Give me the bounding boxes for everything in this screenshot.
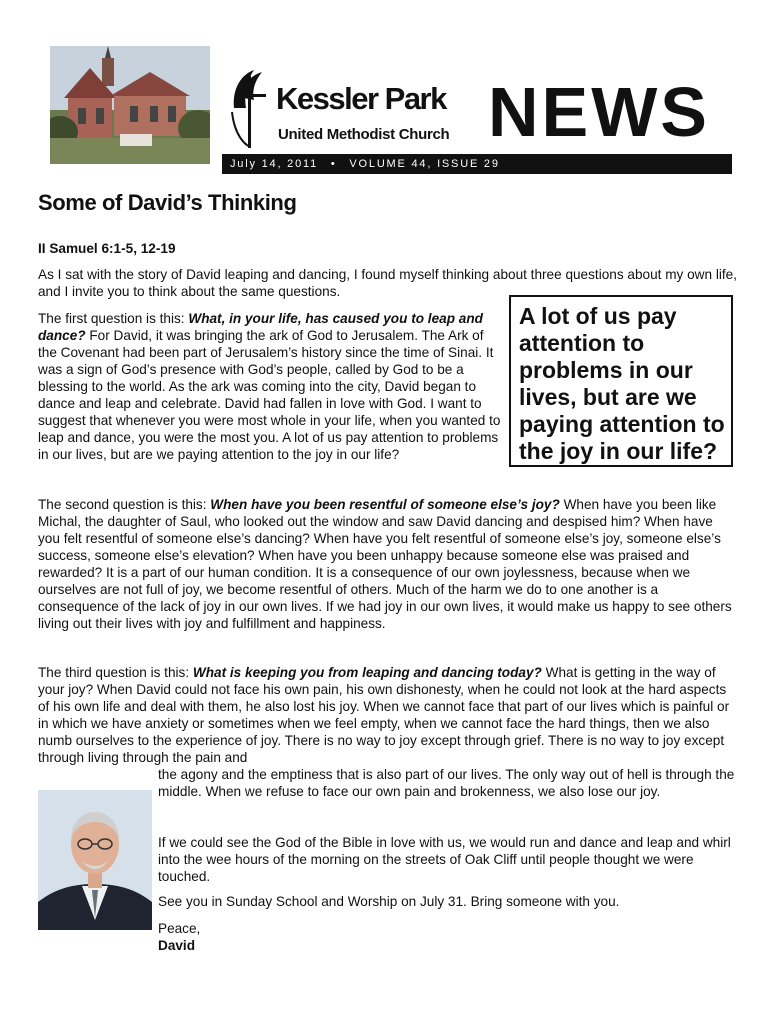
q1-body: For David, it was bringing the ark of God to Jerusalem. The Ark of the Covenant had been part of Jerusalem’s history since the time of Sinai. It was a sign of God’s presence with God’s people, called by God to be a blessing to the world. As the ark was coming into the city, David began to dance and leap and celebrate. David had fallen in love with God. I want to suggest that whenever you were most whole in your life, when you wanted to leap and dance, you were the most you. A lot of us pay attention to problems in our lives, but are we paying attention to the joy in our life? (38, 328, 501, 462)
church-photo (50, 46, 210, 164)
issue-separator: • (330, 158, 337, 170)
first-question-paragraph (38, 310, 506, 463)
closing-paragraph: If we could see the God of the Bible in love with us, we would run and dance and leap and whirl into the wee hours of the morning on the streets of Oak Cliff until people thought we were touched. (158, 835, 731, 884)
newsletter-news-title: NEWS (488, 73, 710, 151)
q1-question: What, in your life, has caused you to leap and dance? (38, 311, 483, 343)
q1-lead: The first question is this: (38, 311, 189, 326)
q3-question: What is keeping you from leaping and dancing today? (192, 665, 542, 680)
signature-name: David (158, 938, 196, 953)
q3-body-b: the agony and the emptiness that is also part of our lives. The only way out of hell is through the middle. When we refuse to face our own pain and brokenness, we also lose our joy. (158, 767, 735, 799)
second-question-paragraph (38, 496, 738, 632)
issue-date: July 14, 2011 (230, 158, 319, 170)
newsletter-church-subtitle: United Methodist Church (278, 126, 450, 143)
q2-body: When have you been like Michal, the daughter of Saul, who looked out the window and saw David dancing and despised him? When have you felt resentful of someone else’s dancing? When have you felt resentful of someone else’s joy, someone else’s success, someone else’s elevation? When have you been unhappy because someone else was praised and rewarded? It is a part of our human condition. It is a consequence of our own joylessness, because when we ourselves are not full of joy, we become resentful of others. Much of the harm we do to one another is a consequence of the lack of joy in our own lives. If we had joy in our own lives, it would make us happy to see others living out their lives with joy and fulfillment and happiness. (38, 497, 732, 631)
invitation-paragraph: See you in Sunday School and Worship on July 31. Bring someone with you. (158, 894, 620, 909)
third-question-paragraph (38, 664, 738, 800)
scripture-reference: II Samuel 6:1-5, 12-19 (38, 241, 176, 256)
intro-paragraph: As I sat with the story of David leaping and dancing, I found myself thinking about three questions about my own life, and I invite you to think about the same questions. (38, 267, 737, 299)
pastor-portrait (38, 790, 152, 930)
pull-quote: A lot of us pay attention to problems in our lives, but are we paying attention to the joy in our life? (509, 295, 733, 467)
q2-lead: The second question is this: (38, 497, 211, 512)
q2-question: When have you been resentful of someone else’s joy? (210, 497, 560, 512)
issue-bar (222, 154, 732, 174)
closing-salutation: Peace, (158, 921, 201, 936)
q3-body-a: What is getting in the way of your joy? When David could not face his own pain, his own dishonesty, when he could not look at the hard aspects of his own life and deal with them, he also lost his joy. When we cannot face that part of our lives which is painful or in which we have anxiety or sometimes when we feel empty, when we cannot face the hard things, then we also numb ourselves to the experience of joy. There is no way to joy except through grief. There is no way to joy except through living through the pain and (38, 665, 730, 765)
newsletter-church-name: Kessler Park (276, 81, 446, 116)
sign-off (158, 920, 738, 954)
q3-lead: The third question is this: (38, 665, 193, 680)
article-title: Some of David’s Thinking (38, 190, 297, 215)
issue-volume: VOLUME 44, ISSUE 29 (349, 158, 500, 170)
cross-flame-logo-icon (228, 68, 272, 150)
